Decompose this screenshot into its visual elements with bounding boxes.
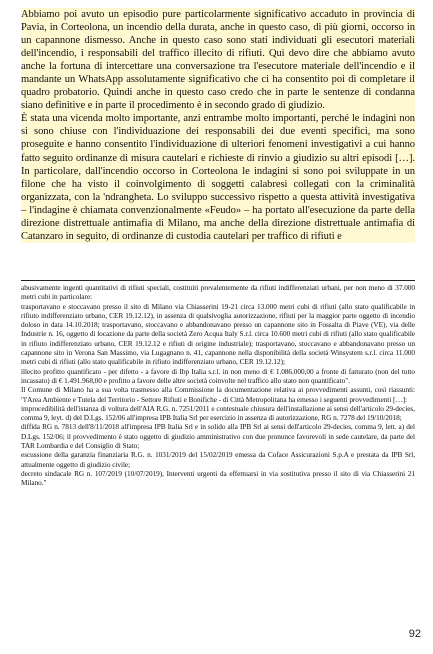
footnote-line: illecito profitto quantificato - per difetto - a favore di Ibp Italia s.r.l. in non meno di € 1.086.000,00 a fronte di fatturato (non del tutto incassato) di € 1.491.968,00 e profitto a favore delle altre società coinvolte nel traffico allo stato non quantificato".	[21, 366, 415, 385]
footnote-line: trasportavano e stoccavano presso il sito di Milano via Chiasserini 19-21 circa 13.000 metri cubi di rifiuti (allo stato qualificabile in rifiuto indifferenziato urbano, CER 19.12.12), in assenza di qualsivoglia autorizzazione, rifiuti per la maggior parte oggetto di incendio doloso in data 14.10.2018; trasportavano, stoccavano e abbandonavano presso un capannone sito in Fossalta di Piave (VE), via delle Industrie n. 16, oggetto di locazione da parte della società Zero Acqua Italy S.r.l. circa 10.600 metri cubi di rifiuti (allo stato qualificabile in rifiuto indifferenziato urbano, CER 19.12.12 e rifiuti di origine industriale); trasportavano, stoccavano e abbandonavano presso un capannone sito in Verona San Massimo, via Lugagnano n. 41, capannone nella disponibilità della società Winsystem s.r.l. circa 11.000 metri cubi di rifiuti (allo stato qualificabile in rifiuto indifferenziato urbano, CER 19.12.12);	[21, 301, 415, 367]
footnotes	[21, 283, 415, 488]
page-number: 92	[408, 628, 421, 640]
footnote-line: decreto sindacale RG n. 107/2019 (10/07/2019), Interventi urgenti da effettuarsi in via sostitutiva presso il sito di via Chiasserini 21 Milano."	[21, 468, 415, 488]
body-paragraph-2: È stata una vicenda molto importante, anzi entrambe molto importanti, perché le indagini non si sono chiuse con l'individuazione dei responsabili dei due eventi specifici, ma sono proseguite e hanno consentito l'individuazione di ulteriori fenomeni investigativi a cui hanno fatto seguito ordinanze di misura cautelari e richieste di rinvio a giudizio su altri episodi […]. In particolare, dall'incendio occorso in Corteolona le indagini si sono poi sviluppate in un filone che ha visto il coinvolgimento di soggetti calabresi collegati con la criminalità organizzata, con la 'ndrangheta. Lo sviluppo successivo rispetto a questa attività investigativa – l'indagine è chiamata convenzionalmente «Feudo» – ha portato all'esecuzione da parte della direzione distrettuale antimafia di Milano, ma anche della direzione distrettuale antimafia di Catanzaro in seguito, di ordinanze di custodia cautelari per traffico di rifiuti e	[21, 113, 415, 242]
footnote-line: Il Comune di Milano ha a sua volta trasmesso alla Commissione la documentazione relativa ai provvedimenti assunti, così riassunti: "l'Area Ambiente e Tutela del Territorio - Settore Rifiuti e Bonifiche - di Città Metropolitana ha emesso i seguenti provvedimenti […]:	[21, 385, 415, 404]
footnote-line: abusivamente ingenti quantitativi di rifiuti speciali, costituiti prevalentemente da rifiuti indifferenziati urbani, per non meno di 37.000 metri cubi in particolare:	[21, 283, 415, 302]
main-text	[21, 8, 415, 243]
footnote-line: diffida RG n. 7813 dell'8/11/2018 all'impresa IPB Italia Srl e in solido alla IPB Srl ai sensi dell'articolo 29-decies, comma 9, lett. a) del D.Lgs. 152/06; il provvedimento è stato oggetto di giudizio amministrativo con due pronunce favorevoli in sede cautelare, da parte del TAR Lombardia e del Consiglio di Stato;	[21, 422, 415, 451]
body-paragraph-1: Abbiamo poi avuto un episodio pure particolarmente significativo accaduto in provincia di Pavia, in Corteolona, un incendio della durata, anche in questo caso, di più giorni, occorso in un capannone dismesso. Anche in questo caso sono stati individuati gli esecutori materiali dell'incendio, i responsabili del traffico illecito di rifiuti. Qui devo dire che abbiamo avuto anche la fortuna di intercettare una conversazione tra l'esecutore materiale dell'incendio e il mandante un WhatsApp assolutamente significativo che ci ha consentito poi di completare il quadro probatorio. Quindi anche in questo caso credo che in parte le sentenze di condanna siano definitive e in parte il procedimento è in secondo grado di giudizio.	[21, 9, 415, 112]
footnote-separator	[21, 280, 415, 281]
footnote-line: escussione della garanzia finanziaria R.G. n. 1031/2019 del 15/02/2019 emessa da Coface Assicurazioni S.p.A e prestata da IPB Srl, attualmente oggetto di giudizio civile;	[21, 450, 415, 469]
footnote-line: improcedibilità dell'istanza di voltura dell'AIA R.G. n. 7251/2011 e contestuale chiusura dell'installazione ai sensi dell'articolo 29-decies, comma 9, leyt. d) del D.Lgs. 152/06 all'impresa IPB Italia Srl per esercizio in assenza di autorizzazione, RG n. 7278 del 19/10/2018;	[21, 403, 415, 423]
